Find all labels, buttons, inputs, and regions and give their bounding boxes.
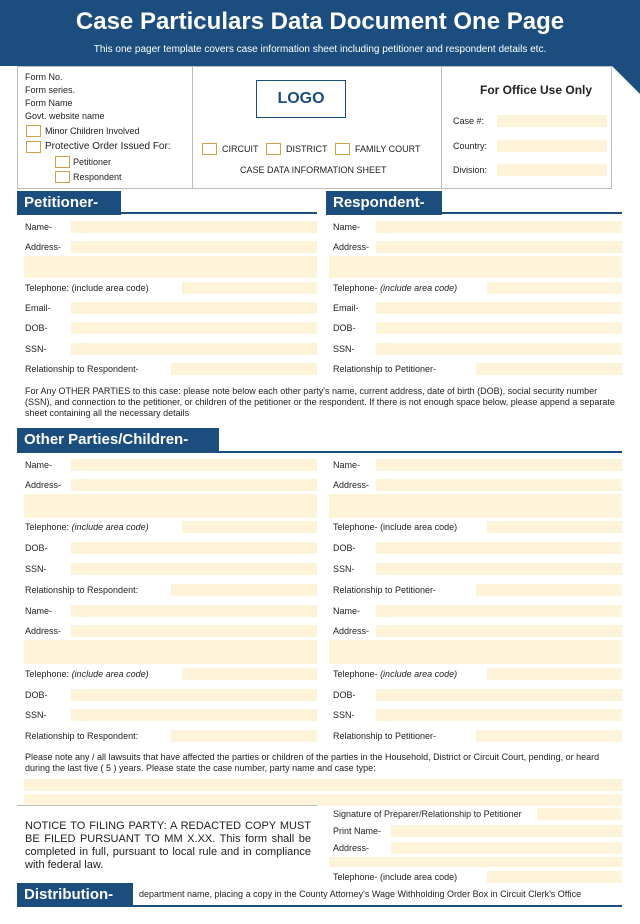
respondent-telephone-label <box>333 283 457 293</box>
petitioner-address-field[interactable] <box>71 241 317 253</box>
page-subtitle: This one pager template covers case information sheet including petitioner and respondent details etc. <box>93 44 547 55</box>
other-left2-telephone-label <box>25 669 149 679</box>
other-left1-dob-field[interactable] <box>71 542 317 554</box>
office-use-heading: For Office Use Only <box>480 83 593 97</box>
top-divider-right <box>441 66 442 189</box>
other-left2-name-label: Name- <box>25 606 53 616</box>
other-left1-ssn-label: SSN- <box>25 564 47 574</box>
notice-rule <box>17 805 317 806</box>
petitioner-name-label: Name- <box>25 222 53 232</box>
petitioner-telephone-field[interactable] <box>182 282 317 294</box>
other-right1-address-label: Address- <box>333 480 370 490</box>
other-left2-telephone-text: Telephone: <box>25 669 70 679</box>
respondent-address-field[interactable] <box>376 241 622 253</box>
other-left1-name-field[interactable] <box>71 459 317 471</box>
other-right2-ssn-label: SSN- <box>333 710 355 720</box>
other-right1-telephone-text: Telephone- <box>333 522 378 532</box>
protective-order-checkbox[interactable] <box>26 141 41 153</box>
other-right1-name-label: Name- <box>333 460 361 470</box>
logo-placeholder: LOGO <box>256 80 346 118</box>
other-right2-name-label: Name- <box>333 606 361 616</box>
other-left1-telephone-note: (include area code) <box>71 522 149 532</box>
respondent-telephone-note: (include area code) <box>380 283 458 293</box>
signature-telephone-label: Telephone- (include area code) <box>333 872 458 882</box>
petitioner-ssn-label: SSN- <box>25 344 47 354</box>
respondent-name-label: Name- <box>333 222 361 232</box>
lawsuits-field-1[interactable] <box>24 779 622 791</box>
other-left2-telephone-note: (include area code) <box>71 669 149 679</box>
other-right2-ssn-field[interactable] <box>376 709 622 721</box>
other-right2-relationship-field[interactable] <box>476 730 622 742</box>
print-name-label: Print Name- <box>333 826 382 836</box>
respondent-telephone-field[interactable] <box>487 282 622 294</box>
respondent-address-label: Address- <box>333 242 370 252</box>
other-left1-ssn-field[interactable] <box>71 563 317 575</box>
other-left2-address-field-2[interactable] <box>24 640 317 664</box>
order-petitioner-checkbox[interactable] <box>55 156 70 168</box>
petitioner-relationship-field[interactable] <box>171 363 317 375</box>
family-court-label: FAMILY COURT <box>355 144 421 154</box>
other-left1-telephone-field[interactable] <box>182 521 317 533</box>
other-right1-relationship-field[interactable] <box>476 584 622 596</box>
petitioner-address-field-2[interactable] <box>24 256 317 278</box>
other-right2-telephone-text: Telephone- <box>333 669 378 679</box>
petitioner-email-label: Email- <box>25 303 51 313</box>
other-right2-address-field-2[interactable] <box>329 640 622 664</box>
other-left2-relationship-field[interactable] <box>171 730 317 742</box>
protective-order-label: Protective Order Issued For: <box>45 141 171 152</box>
other-right2-telephone-field[interactable] <box>487 668 622 680</box>
other-right1-address-field[interactable] <box>376 479 622 491</box>
signature-label: Signature of Preparer/Relationship to Petitioner <box>333 809 522 819</box>
circuit-checkbox[interactable] <box>202 143 217 155</box>
circuit-label: CIRCUIT <box>222 144 259 154</box>
other-left2-dob-field[interactable] <box>71 689 317 701</box>
family-court-checkbox[interactable] <box>335 143 350 155</box>
corner-decoration <box>612 66 640 94</box>
district-checkbox[interactable] <box>266 143 281 155</box>
form-number-line: Form No. <box>25 72 63 82</box>
respondent-relationship-label: Relationship to Petitioner- <box>333 364 437 374</box>
petitioner-name-field[interactable] <box>71 221 317 233</box>
respondent-relationship-field[interactable] <box>476 363 622 375</box>
petitioner-email-field[interactable] <box>71 302 317 314</box>
form-name-line: Form Name <box>25 98 73 108</box>
respondent-email-label: Email- <box>333 303 359 313</box>
respondent-address-field-2[interactable] <box>329 256 622 278</box>
other-parties-heading: Other Parties/Children- <box>17 428 219 452</box>
other-left1-address-field-2[interactable] <box>24 494 317 518</box>
distribution-heading: Distribution- <box>17 883 133 907</box>
respondent-dob-label: DOB- <box>333 323 356 333</box>
minor-children-checkbox[interactable] <box>26 125 41 137</box>
other-right1-telephone-field[interactable] <box>487 521 622 533</box>
other-left1-address-field[interactable] <box>71 479 317 491</box>
other-left2-ssn-label: SSN- <box>25 710 47 720</box>
other-right1-dob-label: DOB- <box>333 543 356 553</box>
other-right1-telephone-note: (include area code) <box>380 522 458 532</box>
other-right1-relationship-label: Relationship to Petitioner- <box>333 585 437 595</box>
petitioner-heading: Petitioner- <box>17 191 121 215</box>
print-name-field[interactable] <box>391 825 622 837</box>
division-field[interactable] <box>497 164 607 176</box>
district-label: DISTRICT <box>286 144 328 154</box>
other-right2-dob-field[interactable] <box>376 689 622 701</box>
other-right1-ssn-field[interactable] <box>376 563 622 575</box>
govt-website-line: Govt. website name <box>25 111 105 121</box>
other-left2-address-field[interactable] <box>71 625 317 637</box>
other-right2-address-field[interactable] <box>376 625 622 637</box>
signature-field[interactable] <box>537 808 622 820</box>
division-label: Division: <box>453 165 488 175</box>
other-right2-telephone-note: (include area code) <box>380 669 458 679</box>
case-data-caption: CASE DATA INFORMATION SHEET <box>240 165 387 175</box>
filing-notice: NOTICE TO FILING PARTY: A REDACTED COPY MUST BE FILED PURSUANT TO MM X.XX. This form shall be completed in full, pursuant to local rule and in compliance with federal law. <box>25 820 311 871</box>
other-left2-ssn-field[interactable] <box>71 709 317 721</box>
minor-children-label: Minor Children Involved <box>45 126 140 136</box>
other-left2-relationship-label: Relationship to Respondent: <box>25 731 139 741</box>
other-left1-name-label: Name- <box>25 460 53 470</box>
form-series-line: Form series. <box>25 85 76 95</box>
other-right1-dob-field[interactable] <box>376 542 622 554</box>
other-left1-address-label: Address- <box>25 480 62 490</box>
other-right1-telephone-label <box>333 522 457 532</box>
respondent-ssn-field[interactable] <box>376 343 622 355</box>
case-number-field[interactable] <box>497 115 607 127</box>
case-number-label: Case #: <box>453 116 485 126</box>
signature-address-field-2[interactable] <box>329 857 622 867</box>
other-left1-relationship-field[interactable] <box>171 584 317 596</box>
petitioner-address-label: Address- <box>25 242 62 252</box>
lawsuits-note: Please note any / all lawsuits that have affected the parties or children of the parties in the Household, District or Circuit Court, pending, or heard during the last five ( 5 ) years. Please state the case number, party name and case type: <box>25 752 600 773</box>
petitioner-telephone-text: Telephone: <box>25 283 70 293</box>
petitioner-relationship-label: Relationship to Respondent- <box>25 364 139 374</box>
respondent-email-field[interactable] <box>376 302 622 314</box>
country-field[interactable] <box>497 140 607 152</box>
other-left2-name-field[interactable] <box>71 605 317 617</box>
order-respondent-checkbox[interactable] <box>55 171 70 183</box>
distribution-text: department name, placing a copy in the County Attorney's Wage Withholding Order Box in Circuit Clerk's Office <box>139 889 582 899</box>
other-left2-telephone-field[interactable] <box>182 668 317 680</box>
respondent-dob-field[interactable] <box>376 322 622 334</box>
petitioner-dob-label: DOB- <box>25 323 48 333</box>
order-respondent-label: Respondent <box>73 172 122 182</box>
other-parties-note: For Any OTHER PARTIES to this case: please note below each other party's name, current address, date of birth (DOB), social security number (SSN), and connection to the petitioner, or children of the petitioner or the respondent. If there is not enough space below, please append a separate sheet containing all the necessary details <box>25 386 615 418</box>
petitioner-dob-field[interactable] <box>71 322 317 334</box>
order-petitioner-label: Petitioner <box>73 157 112 167</box>
other-right1-ssn-label: SSN- <box>333 564 355 574</box>
other-right2-telephone-label <box>333 669 457 679</box>
petitioner-telephone-label <box>25 283 149 293</box>
other-left1-telephone-text: Telephone: <box>25 522 70 532</box>
petitioner-telephone-note: (include area code) <box>71 283 149 293</box>
other-right2-name-field[interactable] <box>376 605 622 617</box>
signature-address-label: Address- <box>333 843 370 853</box>
signature-telephone-field[interactable] <box>487 871 622 883</box>
respondent-telephone-text: Telephone- <box>333 283 378 293</box>
respondent-ssn-label: SSN- <box>333 344 355 354</box>
page-title: Case Particulars Data Document One Page <box>75 8 565 35</box>
signature-address-field[interactable] <box>391 842 622 854</box>
other-right1-address-field-2[interactable] <box>329 494 622 518</box>
respondent-heading: Respondent- <box>326 191 442 215</box>
petitioner-ssn-field[interactable] <box>71 343 317 355</box>
other-left1-telephone-label <box>25 522 149 532</box>
other-right1-name-field[interactable] <box>376 459 622 471</box>
other-left2-dob-label: DOB- <box>25 690 48 700</box>
other-left1-relationship-label: Relationship to Respondent: <box>25 585 139 595</box>
other-left2-address-label: Address- <box>25 626 62 636</box>
top-divider-left <box>192 66 193 189</box>
respondent-name-field[interactable] <box>376 221 622 233</box>
country-label: Country: <box>453 141 488 151</box>
other-right2-dob-label: DOB- <box>333 690 356 700</box>
other-right2-relationship-label: Relationship to Petitioner- <box>333 731 437 741</box>
other-left1-dob-label: DOB- <box>25 543 48 553</box>
other-right2-address-label: Address- <box>333 626 370 636</box>
